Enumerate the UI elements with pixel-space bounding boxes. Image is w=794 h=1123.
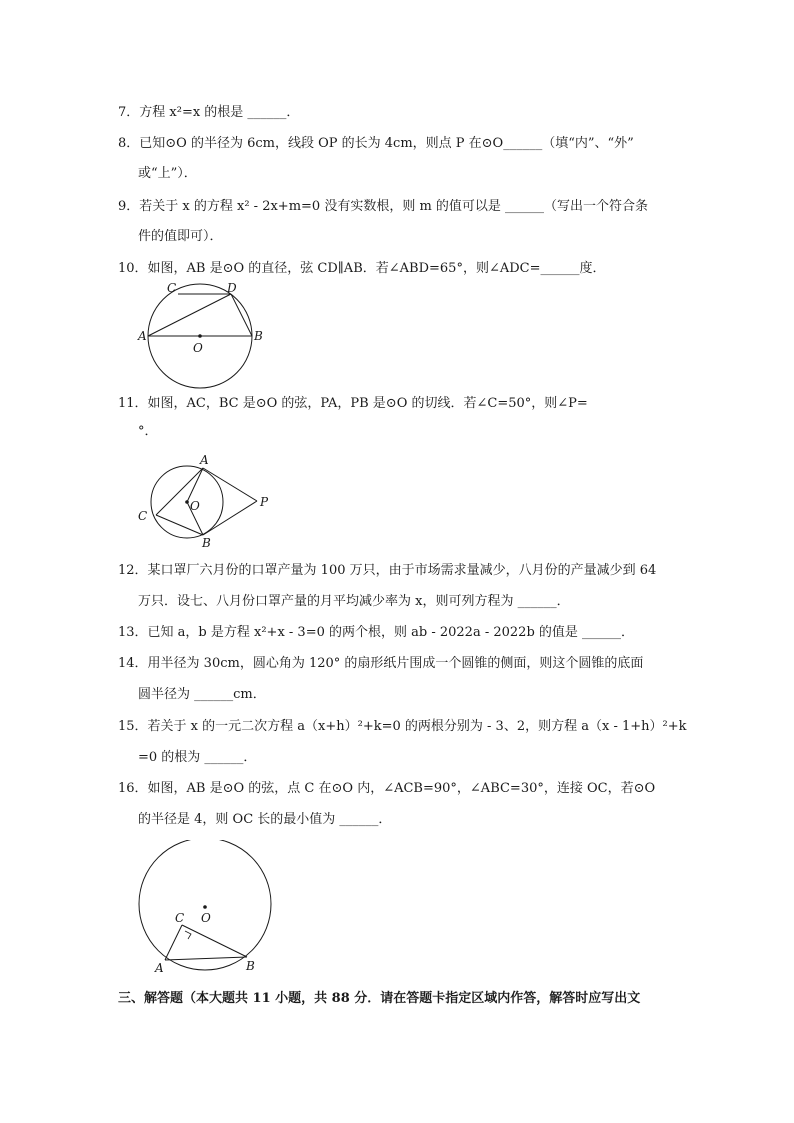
question-13: 13．已知 a，b 是方程 x²+x - 3=0 的两个根，则 ab - 2022a - 2022b 的值是 ______．	[118, 625, 635, 640]
figure-10	[130, 278, 270, 390]
fig10-label-o: O	[193, 341, 203, 355]
question-14-line1: 14．用半径为 30cm，圆心角为 120° 的扇形纸片围成一个圆锥的侧面，则这个圆锥的底面	[118, 656, 644, 671]
fig11-label-o: O	[190, 499, 200, 513]
fig16-label-a: A	[155, 961, 164, 975]
figure-11	[132, 450, 282, 550]
question-14-line2: 圆半径为 ______cm．	[138, 687, 266, 702]
question-11-line1: 11．如图，AC，BC 是⊙O 的弦，PA，PB 是⊙O 的切线．若∠C=50°，则∠P=	[118, 396, 588, 411]
fig16-label-b: B	[246, 959, 255, 973]
fig16-label-o: O	[201, 911, 211, 925]
question-11-line2: °．	[138, 424, 158, 439]
fig11-label-a: A	[200, 453, 209, 467]
fig10-label-a: A	[138, 329, 147, 343]
question-12-line1: 12．某口罩厂六月份的口罩产量为 100 万只，由于市场需求量减少，八月份的产量减少到 64	[118, 563, 657, 578]
fig11-label-c: C	[138, 509, 148, 523]
fig11-label-p: P	[260, 495, 269, 509]
question-8-line1: 8．已知⊙O 的半径为 6cm，线段 OP 的长为 4cm，则点 P 在⊙O______（填“内”、“外”	[118, 136, 634, 151]
question-10: 10．如图，AB 是⊙O 的直径，弦 CD∥AB．若∠ABD=65°，则∠ADC=______度．	[118, 261, 606, 276]
fig10-label-d: D	[227, 281, 237, 295]
question-16-line2: 的半径是 4，则 OC 长的最小值为 ______．	[138, 812, 392, 827]
question-7: 7．方程 x²=x 的根是 ______．	[118, 105, 300, 120]
figure-16	[135, 840, 285, 980]
fig11-label-b: B	[202, 536, 211, 550]
question-15-line2: =0 的根为 ______．	[138, 750, 257, 765]
fig10-label-b: B	[254, 329, 263, 343]
question-8-line2: 或“上”）．	[138, 166, 197, 181]
question-9-line2: 件的值即可）．	[138, 229, 223, 244]
question-12-line2: 万只．设七、八月份口罩产量的月平均减少率为 x，则可列方程为 ______．	[138, 594, 570, 609]
question-16-line1: 16．如图，AB 是⊙O 的弦，点 C 在⊙O 内，∠ACB=90°，∠ABC=30°，连接 OC，若⊙O	[118, 781, 656, 796]
question-9-line1: 9．若关于 x 的方程 x² - 2x+m=0 没有实数根，则 m 的值可以是 ______（写出一个符合条	[118, 199, 649, 214]
section-3-heading: 三、解答题（本大题共 11 小题，共 88 分．请在答题卡指定区域内作答，解答时应写出文	[118, 991, 641, 1006]
question-15-line1: 15．若关于 x 的一元二次方程 a（x+h）²+k=0 的两根分别为 - 3、2，则方程 a（x - 1+h）²+k	[118, 719, 687, 734]
fig16-label-c: C	[175, 911, 185, 925]
fig10-label-c: C	[167, 281, 177, 295]
